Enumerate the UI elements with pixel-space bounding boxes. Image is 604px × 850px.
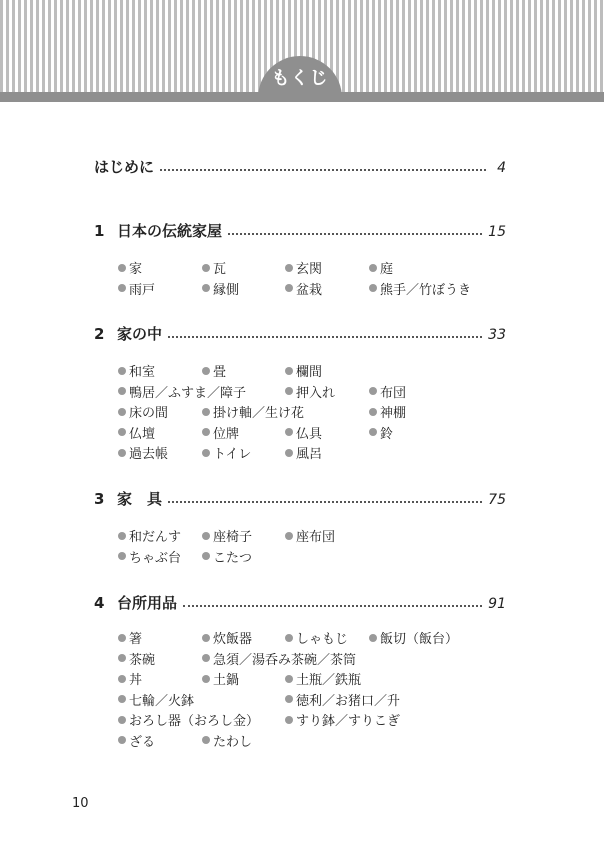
toc-entry-page: 91	[488, 596, 506, 612]
toc-item: 座布団	[285, 526, 335, 545]
toc-item: 仏具	[285, 423, 322, 442]
bullet-icon	[118, 695, 126, 703]
toc-item: ざる	[118, 731, 155, 750]
toc-item: 欄間	[285, 361, 322, 380]
toc-item: 急須／湯呑み茶碗／茶筒	[202, 649, 356, 668]
toc-item: 徳利／お猪口／升	[285, 690, 400, 709]
bullet-icon	[369, 408, 377, 416]
toc-entry-chapter-3[interactable]	[94, 488, 506, 510]
chapter-3-items	[118, 526, 518, 567]
toc-entry-title: はじめに	[94, 158, 155, 176]
toc-item: トイレ	[202, 443, 251, 462]
item-row	[118, 423, 518, 444]
leader-dots	[183, 595, 482, 607]
toc-entry-page: 75	[488, 492, 506, 508]
bullet-icon	[202, 654, 210, 662]
toc-item: すり鉢／すりこぎ	[285, 710, 400, 729]
chapter-number: 2	[94, 325, 105, 343]
page-number: 10	[72, 796, 89, 811]
toc-item: 飯切（飯台）	[369, 628, 458, 647]
bullet-icon	[285, 675, 293, 683]
toc-item: 箸	[118, 628, 142, 647]
bullet-icon	[285, 284, 293, 292]
toc-item: 縁側	[202, 279, 239, 298]
toc-item: 雨戸	[118, 279, 155, 298]
chapter-4-items	[118, 628, 518, 752]
bullet-icon	[285, 264, 293, 272]
toc-entry-title: 日本の伝統家屋	[117, 222, 223, 240]
toc-item: ちゃぶ台	[118, 547, 181, 566]
bullet-icon	[369, 284, 377, 292]
chapter-number: 3	[94, 490, 105, 508]
bullet-icon	[118, 264, 126, 272]
toc-item: こたつ	[202, 547, 252, 566]
item-row	[118, 731, 518, 752]
leader-dots	[168, 491, 482, 503]
toc-item: 過去帳	[118, 443, 168, 462]
toc-item: 風呂	[285, 443, 322, 462]
toc-item: 庭	[369, 258, 393, 277]
leader-dots	[160, 159, 486, 171]
toc-item: 床の間	[118, 402, 168, 421]
bullet-icon	[285, 428, 293, 436]
bullet-icon	[118, 387, 126, 395]
toc-item: 玄関	[285, 258, 322, 277]
toc-item: たわし	[202, 731, 252, 750]
toc-entry-title: 台所用品	[117, 594, 178, 612]
bullet-icon	[202, 736, 210, 744]
item-row	[118, 402, 518, 423]
chapter-number: 1	[94, 222, 105, 240]
toc-entry-chapter-1[interactable]	[94, 220, 506, 242]
toc-item: 座椅子	[202, 526, 252, 545]
bullet-icon	[118, 428, 126, 436]
toc-item: 鴨居／ふすま／障子	[118, 382, 246, 401]
item-row	[118, 258, 518, 279]
bullet-icon	[285, 695, 293, 703]
bullet-icon	[285, 367, 293, 375]
item-row	[118, 279, 518, 300]
bullet-icon	[285, 716, 293, 724]
item-row	[118, 382, 518, 403]
bullet-icon	[118, 367, 126, 375]
bullet-icon	[285, 634, 293, 642]
bullet-icon	[202, 449, 210, 457]
toc-item: 熊手／竹ぼうき	[369, 279, 471, 298]
bullet-icon	[118, 408, 126, 416]
toc-item: 盆栽	[285, 279, 322, 298]
bullet-icon	[369, 387, 377, 395]
toc-entry-intro[interactable]	[94, 156, 506, 178]
toc-entry-page: 15	[488, 224, 506, 240]
toc-entry-chapter-2[interactable]	[94, 323, 506, 345]
bullet-icon	[285, 449, 293, 457]
toc-item: 神棚	[369, 402, 406, 421]
toc-item: 掛け軸／生け花	[202, 402, 304, 421]
toc-item: 家	[118, 258, 142, 277]
toc-entry-page: 33	[488, 327, 506, 343]
bullet-icon	[118, 716, 126, 724]
bullet-icon	[118, 552, 126, 560]
bullet-icon	[369, 264, 377, 272]
bullet-icon	[202, 428, 210, 436]
toc-item: 位牌	[202, 423, 239, 442]
chapter-number: 4	[94, 594, 105, 612]
item-row	[118, 690, 518, 711]
toc-entry-title: 家 具	[117, 490, 163, 508]
bullet-icon	[202, 284, 210, 292]
item-row	[118, 710, 518, 731]
bullet-icon	[118, 532, 126, 540]
leader-dots	[228, 223, 482, 235]
toc-item: 土瓶／鉄瓶	[285, 669, 361, 688]
bullet-icon	[369, 428, 377, 436]
chapter-2-items	[118, 361, 518, 464]
toc-item: 炊飯器	[202, 628, 252, 647]
toc-entry-chapter-4[interactable]	[94, 592, 506, 614]
bullet-icon	[118, 284, 126, 292]
bullet-icon	[202, 675, 210, 683]
toc-item: しゃもじ	[285, 628, 348, 647]
bullet-icon	[118, 449, 126, 457]
toc-item: 鈴	[369, 423, 393, 442]
bullet-icon	[285, 532, 293, 540]
toc-item: 布団	[369, 382, 406, 401]
item-row	[118, 526, 518, 547]
toc-entry-title: 家の中	[117, 325, 163, 343]
item-row	[118, 443, 518, 464]
bullet-icon	[202, 532, 210, 540]
toc-item: 和室	[118, 361, 155, 380]
bullet-icon	[202, 408, 210, 416]
toc-item: 七輪／火鉢	[118, 690, 194, 709]
item-row	[118, 669, 518, 690]
bullet-icon	[118, 654, 126, 662]
toc-item: 押入れ	[285, 382, 335, 401]
toc-item: 瓦	[202, 258, 226, 277]
bullet-icon	[285, 387, 293, 395]
item-row	[118, 361, 518, 382]
bullet-icon	[118, 675, 126, 683]
leader-dots	[168, 326, 482, 338]
chapter-1-items	[118, 258, 518, 299]
bullet-icon	[118, 736, 126, 744]
toc-item: 茶碗	[118, 649, 155, 668]
bullet-icon	[202, 264, 210, 272]
item-row	[118, 547, 518, 568]
bullet-icon	[202, 367, 210, 375]
bullet-icon	[202, 552, 210, 560]
toc-entry-page: 4	[497, 160, 506, 176]
item-row	[118, 628, 518, 649]
toc-item: 仏壇	[118, 423, 155, 442]
page-title: もくじ	[271, 68, 329, 89]
item-row	[118, 649, 518, 670]
bullet-icon	[118, 634, 126, 642]
toc-item: 畳	[202, 361, 226, 380]
toc-item: 丼	[118, 669, 142, 688]
toc-item: 和だんす	[118, 526, 181, 545]
bullet-icon	[369, 634, 377, 642]
bullet-icon	[202, 634, 210, 642]
toc-item: 土鍋	[202, 669, 239, 688]
toc-item: おろし器（おろし金）	[118, 710, 259, 729]
